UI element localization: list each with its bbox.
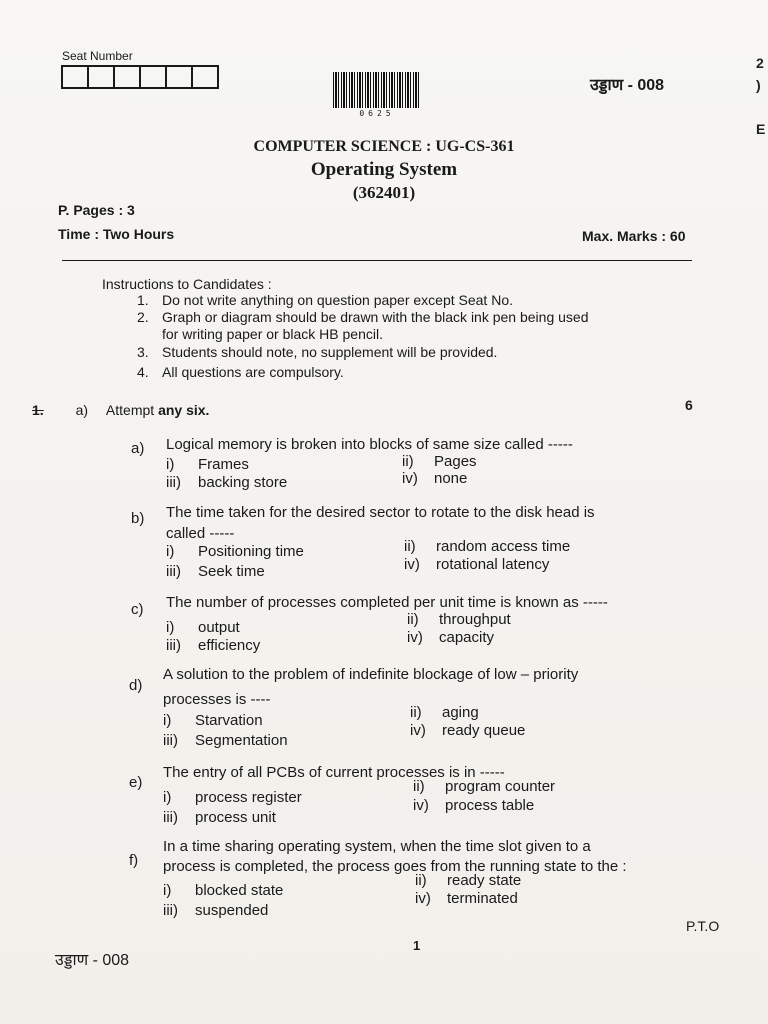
- subquestion-text: The entry of all PCBs of current processes is in -----: [163, 764, 505, 781]
- option: ii) random access time: [404, 538, 571, 555]
- seat-box[interactable]: [113, 65, 141, 89]
- paper-number: (362401): [352, 183, 416, 202]
- subquestion-text: The number of processes completed per unit time is known as -----: [166, 594, 608, 611]
- page-count: P. Pages : 3: [58, 202, 135, 218]
- option: iii) Segmentation: [163, 732, 288, 749]
- question-number: 1.: [32, 402, 44, 418]
- option: ii) ready state: [415, 872, 522, 889]
- seat-box[interactable]: [61, 65, 89, 89]
- barcode: [333, 72, 421, 118]
- option: iii) process unit: [163, 809, 276, 826]
- barcode-bars-icon: [333, 72, 421, 108]
- subquestion-label: a): [131, 440, 145, 457]
- subquestion-text: The time taken for the desired sector to rotate to the disk head is: [166, 504, 595, 521]
- option: iii) backing store: [166, 474, 288, 491]
- option: ii) Pages: [402, 453, 477, 470]
- question-1-heading: [32, 402, 209, 418]
- seat-box[interactable]: [165, 65, 193, 89]
- subquestion-label: e): [129, 774, 143, 791]
- option: i) blocked state: [163, 882, 284, 899]
- adjacent-page-edge: 2 ) E: [756, 55, 766, 137]
- paper-code-top: उड्डाण - 008: [590, 77, 665, 94]
- option: ii) throughput: [407, 611, 511, 628]
- subject-line: COMPUTER SCIENCE : UG-CS-361: [253, 138, 515, 155]
- question-part: a): [75, 402, 89, 418]
- please-turn-over: P.T.O: [686, 918, 720, 934]
- instruction-item: 2. Graph or diagram should be drawn with the black ink pen being used: [137, 309, 589, 325]
- header-divider: [62, 260, 692, 261]
- option: iv) process table: [413, 797, 535, 814]
- seat-number-boxes: [61, 65, 217, 89]
- subquestion-label: f): [129, 852, 139, 869]
- seat-box[interactable]: [139, 65, 167, 89]
- option: iii) suspended: [163, 902, 269, 919]
- question-prompt-bold: any six.: [158, 402, 210, 418]
- subquestion-label: d): [129, 677, 143, 694]
- option: i) output: [166, 619, 240, 636]
- question-prompt: Attempt: [105, 402, 159, 418]
- option: iv) terminated: [415, 890, 518, 907]
- instruction-item: for writing paper or black HB pencil.: [162, 326, 383, 342]
- instruction-item: 1. Do not write anything on question paper except Seat No.: [137, 292, 513, 308]
- subquestion-text: In a time sharing operating system, when the time slot given to a: [163, 838, 591, 855]
- option: ii) aging: [410, 704, 479, 721]
- option: iv) rotational latency: [404, 556, 550, 573]
- page-number: 1: [413, 938, 421, 953]
- subquestion-text: Logical memory is broken into blocks of same size called -----: [166, 436, 573, 453]
- option: i) Starvation: [163, 712, 263, 729]
- max-marks: Max. Marks : 60: [582, 228, 686, 244]
- subquestion-text: called -----: [166, 525, 235, 542]
- question-1-marks: 6: [685, 397, 693, 413]
- subquestion-text: A solution to the problem of indefinite blockage of low – priority: [163, 666, 579, 683]
- option: iii) Seek time: [166, 563, 265, 580]
- option: iii) efficiency: [166, 637, 261, 654]
- option: iv) capacity: [407, 629, 495, 646]
- option: i) Positioning time: [166, 543, 304, 560]
- paper-code-footer: उड्डाण - 008: [55, 952, 130, 969]
- option: i) Frames: [166, 456, 249, 473]
- seat-box[interactable]: [191, 65, 219, 89]
- option: iv) none: [402, 470, 468, 487]
- option: ii) program counter: [413, 778, 556, 795]
- barcode-number: 0625: [359, 109, 395, 118]
- subquestion-text: processes is ----: [163, 691, 271, 708]
- instruction-item: 3. Students should note, no supplement will be provided.: [137, 344, 498, 360]
- subquestion-text: process is completed, the process goes from the running state to the :: [163, 858, 627, 875]
- instruction-item: 4. All questions are compulsory.: [137, 364, 344, 380]
- subquestion-label: b): [131, 510, 145, 527]
- subquestion-label: c): [131, 601, 144, 618]
- option: iv) ready queue: [410, 722, 526, 739]
- time-allowed: Time : Two Hours: [58, 226, 175, 242]
- option: i) process register: [163, 789, 302, 806]
- paper-title: Operating System: [310, 159, 458, 180]
- seat-box[interactable]: [87, 65, 115, 89]
- instructions-title: Instructions to Candidates :: [102, 276, 272, 292]
- seat-number-label: Seat Number: [62, 49, 133, 63]
